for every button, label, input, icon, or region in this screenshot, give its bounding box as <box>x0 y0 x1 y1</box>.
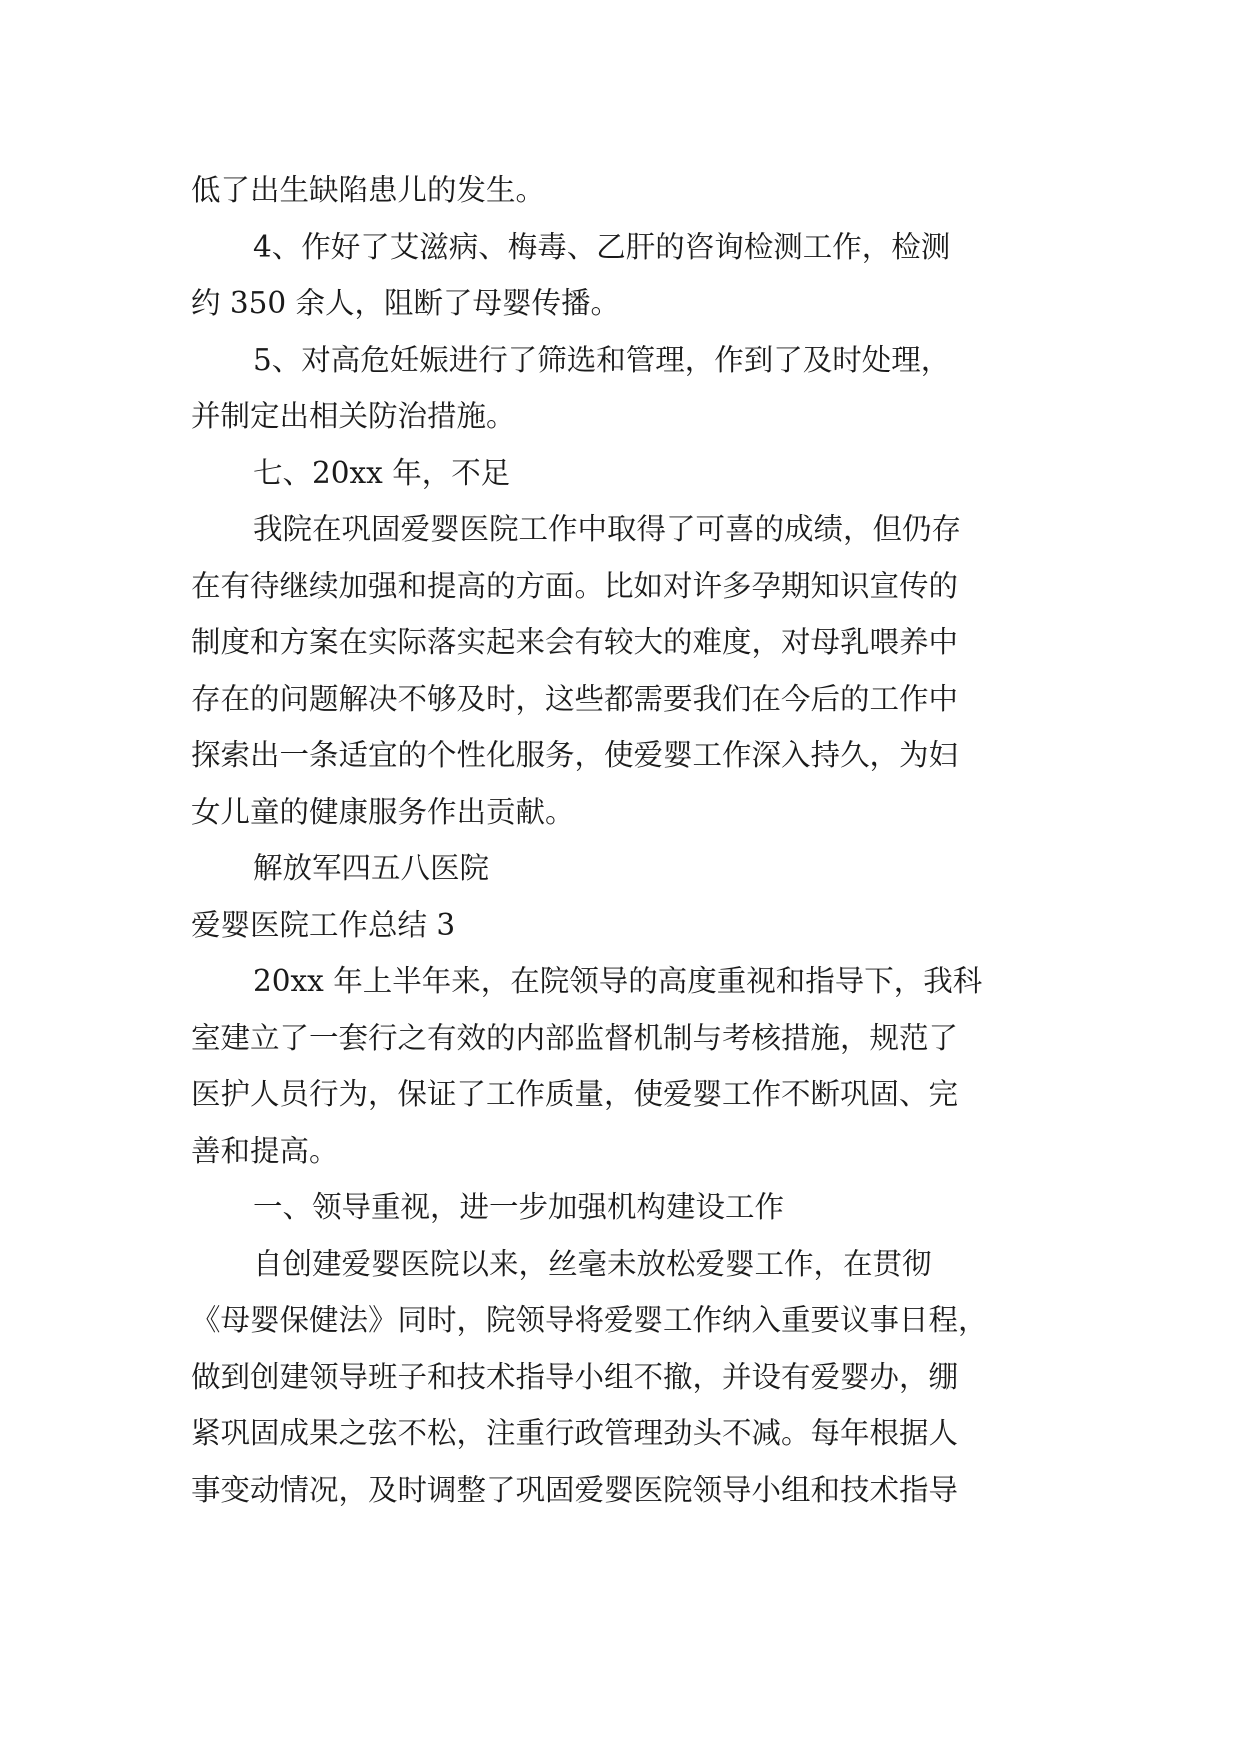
text-line: 20xx 年上半年来，在院领导的高度重视和指导下，我科 <box>253 964 983 998</box>
body-text <box>191 162 1051 1518</box>
text-line: 探索出一条适宜的个性化服务，使爱婴工作深入持久，为妇 <box>191 738 959 772</box>
text-line: 事变动情况，及时调整了巩固爱婴医院领导小组和技术指导 <box>191 1472 959 1507</box>
text-line: 低了出生缺陷患儿的发生。 <box>191 173 546 207</box>
text-line: 在有待继续加强和提高的方面。比如对许多孕期知识宣传的 <box>191 568 959 603</box>
text-line: 七、20xx 年，不足 <box>253 455 511 490</box>
text-line: 我院在巩固爱婴医院工作中取得了可喜的成绩，但仍存 <box>253 512 962 546</box>
text-line: 室建立了一套行之有效的内部监督机制与考核措施，规范了 <box>191 1020 959 1055</box>
text-line: 自创建爱婴医院以来，丝毫未放松爱婴工作，在贯彻 <box>253 1246 932 1281</box>
text-line: 存在的问题解决不够及时，这些都需要我们在今后的工作中 <box>191 681 959 716</box>
text-line: 解放军四五八医院 <box>253 851 490 885</box>
section-heading: 一、领导重视，进一步加强机构建设工作 <box>253 1190 785 1224</box>
text-line: 做到创建领导班子和技术指导小组不撤，并设有爱婴办，绷 <box>191 1359 959 1394</box>
text-line: 5、对高危妊娠进行了筛选和管理，作到了及时处理， <box>253 342 951 377</box>
section-title: 爱婴医院工作总结 3 <box>191 907 456 942</box>
text-line: 《母婴保健法》同时，院领导将爱婴工作纳入重要议事日程， <box>191 1303 988 1337</box>
text-line: 制度和方案在实际落实起来会有较大的难度，对母乳喂养中 <box>191 625 959 659</box>
text-line: 4、作好了艾滋病、梅毒、乙肝的咨询检测工作，检测 <box>253 229 951 264</box>
text-line: 医护人员行为，保证了工作质量，使爱婴工作不断巩固、完 <box>191 1077 959 1111</box>
text-line: 并制定出相关防治措施。 <box>191 399 516 433</box>
text-line: 约 350 余人，阻断了母婴传播。 <box>191 286 621 320</box>
text-line: 善和提高。 <box>191 1133 339 1168</box>
text-line: 紧巩固成果之弦不松，注重行政管理劲头不减。每年根据人 <box>191 1416 959 1450</box>
text-line: 女儿童的健康服务作出贡献。 <box>191 794 575 829</box>
